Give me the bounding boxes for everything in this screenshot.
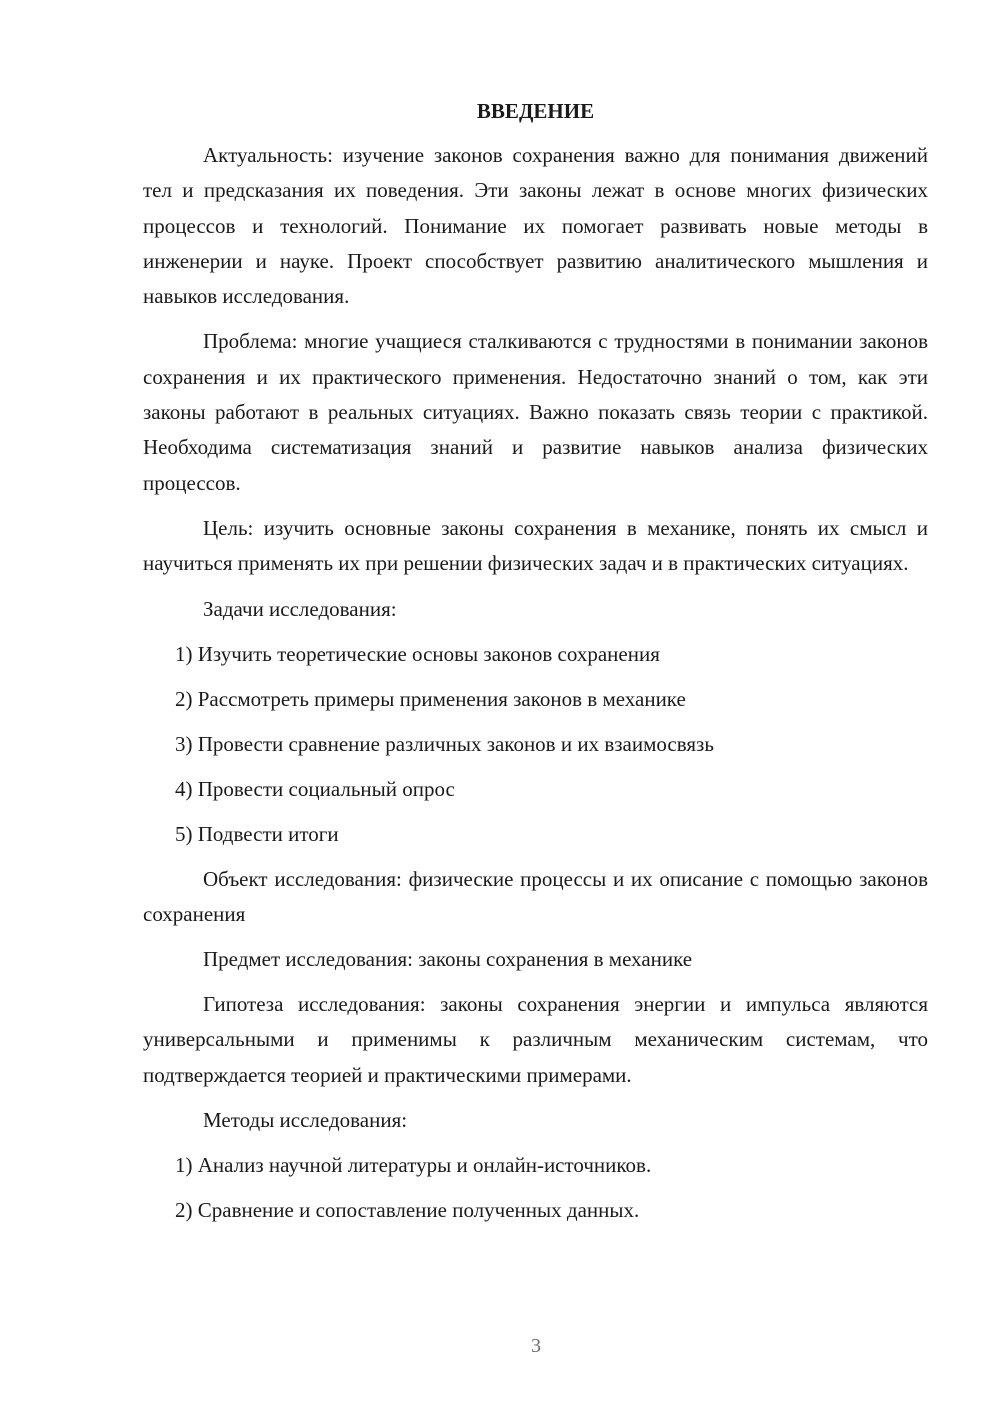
hypothesis-paragraph: Гипотеза исследования: законы сохранения энергии и импульса являются универсальными и применимы к различным механическим системам, что подтверждается теорией и практическими примерами. bbox=[143, 992, 928, 1087]
task-item-4: 4) Провести социальный опрос bbox=[175, 776, 455, 801]
problem-paragraph: Проблема: многие учащиеся сталкиваются с трудностями в понимании законов сохранения и их практического применения. Недостаточно знаний о том, как эти законы работают в реальных ситуациях. Важно показать связь теории с практикой. Необходима систематизация знаний и развитие навыков анализа физических процессов. bbox=[143, 329, 928, 495]
task-item-2: 2) Рассмотреть примеры применения законов в механике bbox=[175, 686, 686, 711]
document-page bbox=[143, 96, 928, 1238]
page-title: ВВЕДЕНИЕ bbox=[476, 99, 595, 123]
task-item-1: 1) Изучить теоретические основы законов сохранения bbox=[175, 641, 660, 666]
subject-paragraph: Предмет исследования: законы сохранения в механике bbox=[203, 947, 693, 972]
method-item-1: 1) Анализ научной литературы и онлайн-источников. bbox=[175, 1153, 652, 1178]
page-number: 3 bbox=[531, 1335, 541, 1357]
task-item-3: 3) Провести сравнение различных законов и их взаимосвязь bbox=[175, 731, 714, 756]
methods-heading: Методы исследования: bbox=[203, 1108, 408, 1133]
method-item-2: 2) Сравнение и сопоставление полученных данных. bbox=[175, 1198, 640, 1223]
task-item-5: 5) Подвести итоги bbox=[175, 821, 339, 846]
tasks-heading: Задачи исследования: bbox=[203, 596, 397, 621]
goal-paragraph: Цель: изучить основные законы сохранения в механике, понять их смысл и научиться применять их при решении физических задач и в практических ситуациях. bbox=[143, 515, 928, 576]
object-paragraph: Объект исследования: физические процессы и их описание с помощью законов сохранения bbox=[143, 866, 928, 926]
relevance-paragraph: Актуальность: изучение законов сохранения важно для понимания движений тел и предсказания их поведения. Эти законы лежат в основе многих физических процессов и технологий. Понимание их помогает развивать новые методы в инженерии и науке. Проект способствует развитию аналитического мышления и навыков исследования. bbox=[143, 143, 928, 309]
